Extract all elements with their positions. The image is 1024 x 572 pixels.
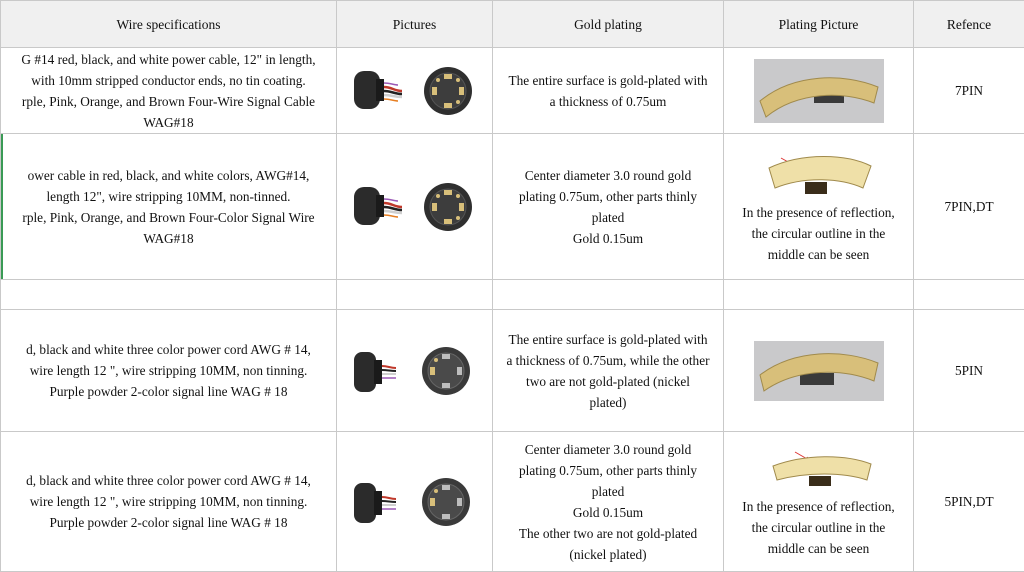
plating-sketch	[759, 444, 879, 496]
empty-cell	[337, 280, 493, 310]
plating-photo	[754, 59, 884, 123]
plating-picture-cell	[724, 134, 914, 280]
connector-face-image	[424, 67, 472, 115]
empty-cell	[914, 280, 1024, 310]
gold-plating-line: plated	[493, 481, 723, 502]
wire-spec-line: d, black and white three color power cord AWG # 14,	[1, 470, 336, 491]
connector-face-image	[422, 347, 470, 395]
wire-spec-line: length 12", wire stripping 10MM, non-tinned.	[1, 186, 336, 207]
wire-spec-line: with 10mm stripped conductor ends, no tin coating.	[1, 70, 336, 91]
gold-plating-cell	[493, 310, 724, 432]
wire-spec-line: d, black and white three color power cord AWG # 14,	[1, 339, 336, 360]
connector-side-image	[354, 352, 396, 392]
table-row	[1, 134, 1024, 280]
pictures-cell	[337, 310, 493, 432]
connector-face-image	[424, 183, 472, 231]
wire-spec-line: wire length 12 ", wire stripping 10MM, non tinning.	[1, 491, 336, 512]
wire-spec-line: rple, Pink, Orange, and Brown Four-Wire Signal Cable	[1, 91, 336, 112]
reference-cell: 7PIN,DT	[914, 134, 1024, 280]
connector-side-image	[354, 71, 402, 109]
wire-spec-line: G #14 red, black, and white power cable, 12" in length,	[1, 49, 336, 70]
gold-plating-line: a thickness of 0.75um	[493, 91, 723, 112]
plating-photo	[754, 341, 884, 401]
plating-picture-cell	[724, 48, 914, 134]
connector-side-image	[354, 483, 396, 523]
gold-plating-line: Center diameter 3.0 round gold	[493, 165, 723, 186]
plating-picture-cell	[724, 432, 914, 572]
connector-pictures	[340, 61, 490, 121]
gold-plating-line: The other two are not gold-plated	[493, 523, 723, 544]
pictures-cell	[337, 134, 493, 280]
header-gold-plating: Gold plating	[493, 1, 724, 48]
wire-spec-line: wire length 12 ", wire stripping 10MM, non tinning.	[1, 360, 336, 381]
gold-plating-line: Gold 0.15um	[493, 502, 723, 523]
gold-plating-line: The entire surface is gold-plated with	[493, 329, 723, 350]
wire-spec-line: Purple powder 2-color signal line WAG # 18	[1, 512, 336, 533]
gold-plating-line: plating 0.75um, other parts thinly	[493, 460, 723, 481]
plating-note-line: the circular outline in the	[724, 223, 913, 244]
gold-plating-line: plated)	[493, 392, 723, 413]
plating-note-line: middle can be seen	[724, 538, 913, 559]
wire-spec-line: ower cable in red, black, and white colors, AWG#14,	[1, 165, 336, 186]
connector-face-image	[422, 478, 470, 526]
wire-spec-line: WAG#18	[1, 112, 336, 133]
wire-spec-cell	[1, 48, 337, 134]
header-wire-specifications: Wire specifications	[1, 1, 337, 48]
plating-picture-cell	[724, 310, 914, 432]
plating-note-line: middle can be seen	[724, 244, 913, 265]
gold-plating-cell	[493, 432, 724, 572]
gold-plating-line: (nickel plated)	[493, 544, 723, 565]
table-row	[1, 432, 1024, 572]
header-row	[1, 1, 1024, 48]
gold-plating-line: The entire surface is gold-plated with	[493, 70, 723, 91]
wire-spec-cell	[1, 310, 337, 432]
wire-spec-line: WAG#18	[1, 228, 336, 249]
reference-cell: 5PIN,DT	[914, 432, 1024, 572]
wire-spec-line: rple, Pink, Orange, and Brown Four-Color Signal Wire	[1, 207, 336, 228]
connector-side-image	[354, 187, 402, 225]
header-pictures: Pictures	[337, 1, 493, 48]
gold-plating-line: two are not gold-plated (nickel	[493, 371, 723, 392]
gold-plating-cell	[493, 48, 724, 134]
plating-note-line: In the presence of reflection,	[724, 202, 913, 223]
wire-spec-cell	[1, 432, 337, 572]
gold-plating-line: Center diameter 3.0 round gold	[493, 439, 723, 460]
gold-plating-line: plated	[493, 207, 723, 228]
plating-sketch	[759, 148, 879, 202]
connector-pictures	[340, 340, 490, 402]
empty-row	[1, 280, 1024, 310]
empty-cell	[493, 280, 724, 310]
table-row	[1, 48, 1024, 134]
connector-pictures	[340, 471, 490, 533]
pictures-cell	[337, 432, 493, 572]
header-plating-picture: Plating Picture	[724, 1, 914, 48]
reference-cell: 7PIN	[914, 48, 1024, 134]
gold-plating-cell	[493, 134, 724, 280]
connector-pictures	[340, 177, 490, 237]
pictures-cell	[337, 48, 493, 134]
empty-cell	[724, 280, 914, 310]
gold-plating-line: a thickness of 0.75um, while the other	[493, 350, 723, 371]
gold-plating-line: Gold 0.15um	[493, 228, 723, 249]
plating-note-line: In the presence of reflection,	[724, 496, 913, 517]
reference-cell: 5PIN	[914, 310, 1024, 432]
empty-cell	[1, 280, 337, 310]
header-reference: Refence	[914, 1, 1024, 48]
wire-spec-cell	[1, 134, 337, 280]
table-row	[1, 310, 1024, 432]
plating-note-line: the circular outline in the	[724, 517, 913, 538]
wire-spec-line: Purple powder 2-color signal line WAG # 18	[1, 381, 336, 402]
gold-plating-line: plating 0.75um, other parts thinly	[493, 186, 723, 207]
